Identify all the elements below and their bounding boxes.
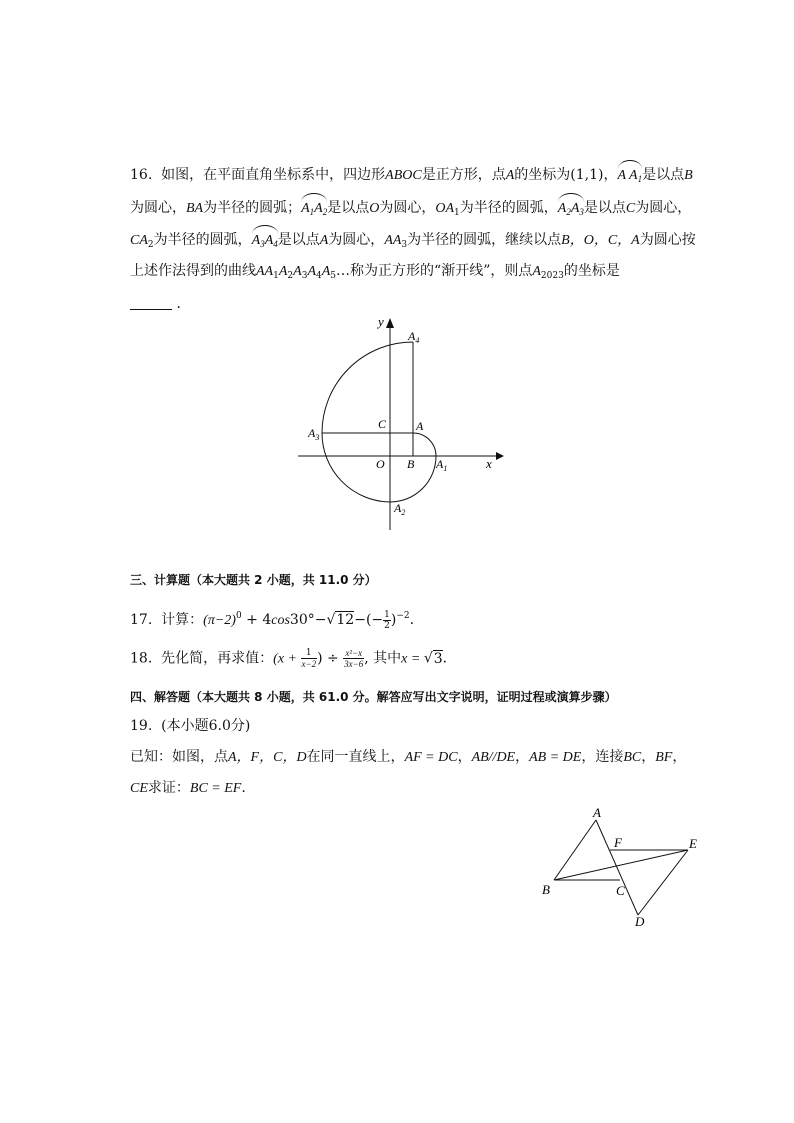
- q16-line-4: 上述作法得到的曲线$AA_1A_2A_3A_4A_5\dots$称为正方形的“渐开线”，则点$A_{2023}$的坐标是: [130, 263, 620, 281]
- label-a3: $A_3$: [308, 426, 320, 442]
- label-e: E: [689, 836, 697, 851]
- label-x: x: [486, 456, 492, 471]
- label-a: A: [593, 805, 601, 820]
- fraction-x2-x-over-3x-6: $\frac{\text{x²−x}}{3x-6}$: [344, 648, 364, 669]
- arc-a3a4: $A_3A_4$: [252, 231, 278, 254]
- q17: 17. 计算：$(\pi-2)^0 + 4\cos 30^\circ-√12-(-$ $\frac{1}{2}$ )$^{-2}$.: [130, 609, 415, 631]
- label-f: F: [614, 835, 622, 850]
- label-a: A: [416, 419, 424, 433]
- q19-header: 19. (本小题6.0分): [130, 718, 251, 734]
- q16-line-1: 16. 如图，在平面直角坐标系中，四边形ABOC是正方形，点A的坐标为(1,1)，A $A_1$是以点B: [130, 165, 693, 189]
- label-a1: $A_1$: [436, 457, 448, 473]
- involute-figure: [290, 310, 510, 530]
- x-axis-arrow: [496, 452, 504, 460]
- fraction-one-half: $\frac{1}{2}$: [384, 609, 390, 631]
- label-d: D: [635, 914, 645, 929]
- q19-line-1: 已知：如图，点A，F，C，D在同一直线上，AF = DC，AB//DE，AB = DE，连接BC，BF，: [130, 749, 687, 765]
- section-4-heading: 四、解答题（本大题共 8 小题，共 61.0 分。解答应写出文字说明，证明过程或演算步骤）: [130, 690, 617, 704]
- q18: 18. 先化简，再求值：(x + $\frac{1}{x-2}$ ) ÷ $\frac{\text{x²−x}}{3x-6}$ , 其中x = √3.: [130, 648, 448, 669]
- answer-blank[interactable]: [130, 295, 172, 310]
- arc-a3-a4: [322, 342, 413, 433]
- label-a4: $A_4$: [408, 329, 420, 345]
- y-axis-arrow: [386, 318, 394, 328]
- segment-ab: [554, 820, 596, 880]
- label-b: B: [542, 882, 550, 897]
- arc-a2a3: $A_2A_3$: [558, 199, 584, 222]
- label-b: B: [407, 457, 415, 471]
- arc-a1a2: $A_1A_2$: [301, 199, 327, 222]
- label-a2: $A_2$: [394, 501, 406, 517]
- label-c: C: [616, 883, 625, 898]
- q16-line-2: 为圆心，BA为半径的圆弧；$A_1A_2$是以点O为圆心，$OA_1$为半径的圆弧，$A_2A_3$是以点C为圆心，: [130, 198, 691, 223]
- q19-line-2: CE求证：BC = EF.: [130, 780, 246, 796]
- label-o: O: [376, 457, 385, 471]
- section-3-heading: 三、计算题（本大题共 2 小题，共 11.0 分）: [130, 573, 377, 587]
- q16-line-3: $CA_2$为半径的圆弧，$A_3A_4$是以点A为圆心，$AA_3$为半径的圆弧，继续以点B，O，C，A为圆心按: [130, 230, 696, 255]
- triangle-figure: [530, 800, 710, 930]
- label-y: y: [378, 314, 384, 329]
- fraction-1-over-x-2: $\frac{1}{x-2}$: [301, 648, 317, 669]
- arc-aa1: A $A_1$: [618, 166, 643, 189]
- arc-a-a1: [413, 433, 436, 456]
- q16-answer-line: ．: [130, 294, 190, 314]
- label-c: C: [378, 417, 387, 431]
